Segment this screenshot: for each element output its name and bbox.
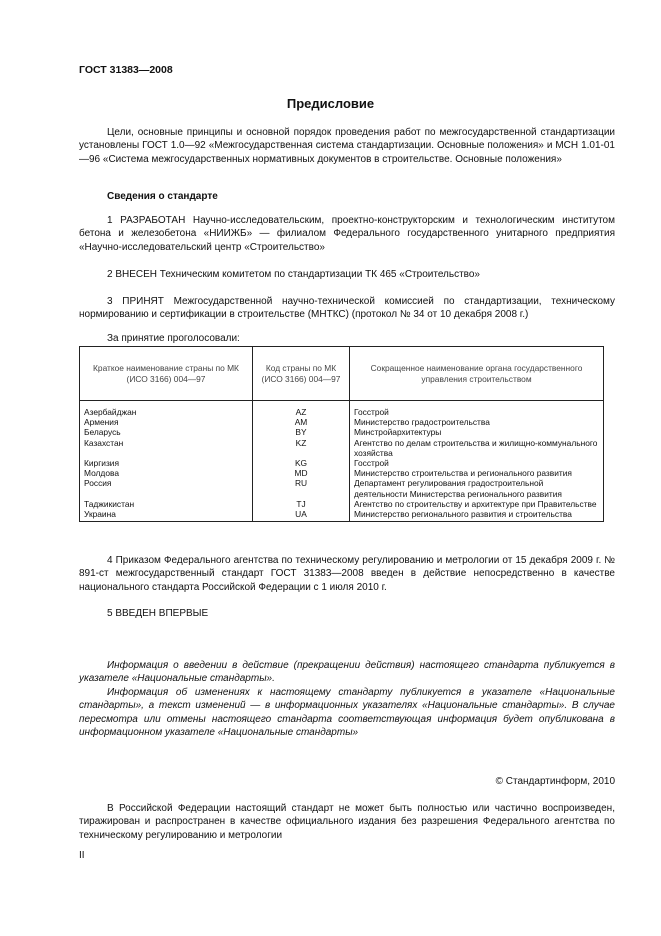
authority-cell: Госстрой <box>350 458 604 468</box>
item-5-first-time: 5 ВВЕДЕН ВПЕРВЫЕ <box>107 608 209 619</box>
code-cell: KZ <box>253 438 350 458</box>
authority-cell: Агентство по делам строительства и жилищно-коммунального хозяйства <box>350 438 604 458</box>
table-row <box>80 478 604 498</box>
table-header-country: Краткое наименование страны по МК (ИСО 3166) 004—97 <box>80 347 253 401</box>
document-header: ГОСТ 31383—2008 <box>79 64 173 76</box>
intro-paragraph: Цели, основные принципы и основной порядок проведения работ по межгосударственной стандартизации установлены ГОСТ 1.0—92 «Межгосударственная система стандартизации. Основные положения» и МСН 1.01-01—96 «Система межгосударственных нормативных документов в строительстве. Основные положения» <box>79 127 615 165</box>
item-3-adopted: 3 ПРИНЯТ Межгосударственной научно-технической комиссией по стандартизации, техническому нормированию и сертификации в строительстве (МНТКС) (протокол № 34 от 10 декабря 2008 г.) <box>79 296 615 321</box>
page-number: II <box>79 850 85 861</box>
code-cell: TJ <box>253 499 350 509</box>
authority-cell: Госстрой <box>350 401 604 418</box>
voting-table <box>79 346 604 522</box>
table-row <box>80 401 604 418</box>
country-cell: Украина <box>80 509 253 522</box>
country-cell: Казахстан <box>80 438 253 458</box>
country-cell: Азербайджан <box>80 401 253 418</box>
table-header-authority: Сокращенное наименование органа государственного управления строительством <box>350 347 604 401</box>
info-heading: Сведения о стандарте <box>107 191 218 202</box>
item-1-developed: 1 РАЗРАБОТАН Научно-исследовательским, проектно-конструкторским и технологическим институтом бетона и железобетона «НИИЖБ» — филиалом Федерального государственного унитарного предприятия «Научно-исследовательский центр «Строительство» <box>79 215 615 253</box>
authority-cell: Министерство строительства и регионального развития <box>350 468 604 478</box>
code-cell: UA <box>253 509 350 522</box>
code-cell: MD <box>253 468 350 478</box>
code-cell: RU <box>253 478 350 498</box>
page-title: Предисловие <box>286 96 375 111</box>
item-4-order: 4 Приказом Федерального агентства по техническому регулированию и метрологии от 15 декабря 2009 г. № 891-ст межгосударственный стандарт ГОСТ 31383—2008 введен в действие непосредственно в качестве национального стандарта Российской Федерации с 1 июля 2010 г. <box>79 555 615 593</box>
table-row <box>80 438 604 458</box>
country-cell: Киргизия <box>80 458 253 468</box>
notice-changes: Информация об изменениях к настоящему стандарту публикуется в указателе «Национальные стандарты», а текст изменений — в информационных указателях «Национальные стандарты». В случае пересмотра или отмены настоящего стандарта соответствующая информация будет опубликована в информационном указателе «Национальные стандарты» <box>79 687 615 739</box>
country-cell: Россия <box>80 478 253 498</box>
notice-enactment: Информация о введении в действие (прекращении действия) настоящего стандарта публикуется в указателе «Национальные стандарты». <box>79 660 615 685</box>
code-cell: KG <box>253 458 350 468</box>
table-header-row <box>80 347 604 401</box>
authority-cell: Министерство регионального развития и строительства <box>350 509 604 522</box>
rights-paragraph: В Российской Федерации настоящий стандарт не может быть полностью или частично воспроизведен, тиражирован и распространен в качестве официального издания без разрешения Федерального агентства по техническому регулированию и метрологии <box>79 803 615 841</box>
country-cell: Армения <box>80 417 253 427</box>
authority-cell: Агентство по строительству и архитектуре при Правительстве <box>350 499 604 509</box>
country-cell: Молдова <box>80 468 253 478</box>
table-row <box>80 509 604 522</box>
table-row <box>80 468 604 478</box>
authority-cell: Министерство градостроительства <box>350 417 604 427</box>
code-cell: BY <box>253 427 350 437</box>
code-cell: AM <box>253 417 350 427</box>
authority-cell: Департамент регулирования градостроительной деятельности Министерства регионального развития <box>350 478 604 498</box>
table-row <box>80 458 604 468</box>
code-cell: AZ <box>253 401 350 418</box>
table-row <box>80 427 604 437</box>
copyright-line: © Стандартинформ, 2010 <box>495 776 615 787</box>
country-cell: Таджикистан <box>80 499 253 509</box>
country-cell: Беларусь <box>80 427 253 437</box>
table-row <box>80 499 604 509</box>
vote-label: За принятие проголосовали: <box>107 333 240 344</box>
table-row <box>80 417 604 427</box>
authority-cell: Минстройархитектуры <box>350 427 604 437</box>
item-2-introduced: 2 ВНЕСЕН Техническим комитетом по стандартизации ТК 465 «Строительство» <box>107 269 480 280</box>
table-header-code: Код страны по МК (ИСО 3166) 004—97 <box>253 347 350 401</box>
